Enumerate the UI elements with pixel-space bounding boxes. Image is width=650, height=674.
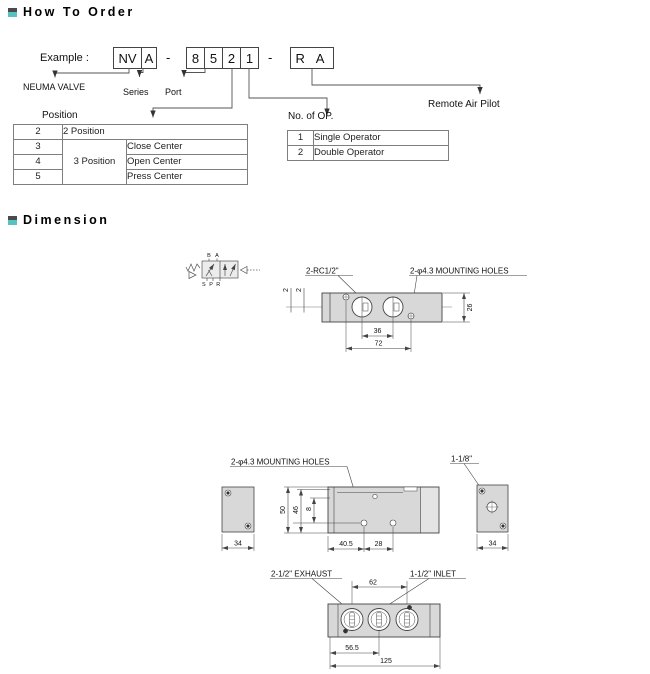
dim-offset-a: 2	[283, 288, 290, 292]
op-code-2: 2	[288, 146, 314, 161]
table-row	[288, 146, 449, 161]
position-label-close-center: Close Center	[127, 140, 248, 155]
position-label-2pos: 2 Position	[63, 125, 248, 140]
dimension-header	[8, 213, 109, 227]
table-row	[14, 170, 248, 185]
section-bullet-icon	[8, 216, 17, 225]
mounting-hole	[343, 629, 347, 633]
dim-125: 125	[380, 658, 392, 665]
code-cell-1: 1	[245, 50, 254, 66]
connector-remote-air-pilot	[312, 68, 480, 94]
position-label-press-center: Press Center	[127, 170, 248, 185]
dim-34-left: 34	[234, 540, 242, 548]
dim-34-right: 34	[488, 540, 497, 548]
dim-40-5: 40.5	[339, 541, 353, 548]
code-cell-nv: NV	[114, 48, 142, 68]
operator-table	[287, 130, 449, 161]
position-code-4: 4	[14, 155, 63, 170]
top-view-mounting-label: 2-φ4.3 MOUNTING HOLES	[410, 266, 509, 276]
dim-62: 62	[369, 579, 377, 587]
valve-symbol	[186, 259, 260, 282]
exhaust-label: 2-1/2" EXHAUST	[271, 569, 333, 579]
code-cell-a: A	[144, 50, 154, 66]
connector-neuma-valve	[55, 68, 129, 78]
code-cell-ra: R A	[295, 50, 329, 66]
dim-72: 72	[374, 340, 383, 348]
spring-icon	[186, 264, 200, 271]
dim-8: 8	[306, 507, 313, 511]
bottom-view-drawing	[270, 579, 466, 670]
dim-50: 50	[280, 506, 287, 514]
op-code-1: 1	[288, 131, 314, 146]
callout-no-of-op: No. of OP.	[288, 111, 334, 122]
top-view-port-label: 2-RC1/2"	[306, 266, 339, 276]
mounting-hole	[390, 520, 396, 526]
dim-46: 46	[293, 506, 300, 514]
position-code-5: 5	[14, 170, 63, 185]
dimension-title: Dimension	[23, 213, 110, 227]
callout-series: Series	[123, 87, 149, 97]
code-cell-2: 2	[223, 48, 241, 68]
code-dash-2: -	[268, 50, 273, 65]
right-side-port-label: 1-1/8"	[451, 454, 473, 464]
callout-neuma-valve: NEUMA VALVE	[23, 82, 86, 92]
op-label-single: Single Operator	[314, 131, 449, 146]
example-label: Example :	[40, 52, 89, 64]
code-dash-1: -	[166, 50, 171, 65]
mounting-hole	[407, 605, 411, 609]
front-view-mounting-label: 2-φ4.3 MOUNTING HOLES	[231, 457, 330, 467]
op-label-double: Double Operator	[314, 146, 449, 161]
front-view-drawing	[230, 467, 439, 553]
connector-series	[140, 68, 144, 77]
callout-port: Port	[165, 87, 182, 97]
pilot-triangle-icon	[189, 272, 196, 279]
position-label-open-center: Open Center	[127, 155, 248, 170]
dim-28: 28	[374, 541, 383, 548]
code-cell-8: 8	[187, 48, 205, 68]
position-code-3: 3	[14, 140, 63, 155]
symbol-port-b: B	[207, 253, 211, 259]
right-side-view-drawing	[450, 464, 508, 552]
callout-remote-air-pilot: Remote Air Pilot	[428, 99, 500, 110]
dim-offset-b: 2	[296, 288, 303, 292]
mounting-hole	[373, 494, 377, 498]
dimension-drawings	[0, 240, 650, 674]
air-pilot-triangle-icon	[241, 267, 248, 274]
top-view-drawing	[286, 276, 527, 353]
dim-36: 36	[373, 328, 382, 335]
symbol-port-a: A	[215, 253, 219, 259]
position-group-3pos: 3 Position	[63, 140, 127, 185]
connector-port	[184, 68, 205, 77]
how-to-order-title: How To Order	[23, 5, 135, 19]
table-row	[14, 155, 248, 170]
dim-26: 26	[467, 303, 474, 312]
mounting-hole	[361, 520, 367, 526]
callout-position: Position	[42, 110, 78, 121]
dim-56-5: 56.5	[345, 645, 359, 652]
position-table	[13, 124, 248, 185]
code-cell-5: 5	[205, 48, 223, 68]
table-row	[14, 140, 248, 155]
inlet-label: 1-1/2" INLET	[410, 569, 456, 579]
symbol-ports-spr: S P R	[202, 282, 222, 288]
table-row	[14, 125, 248, 140]
connector-no-of-op	[249, 68, 327, 116]
table-row	[288, 131, 449, 146]
position-code-2: 2	[14, 125, 63, 140]
